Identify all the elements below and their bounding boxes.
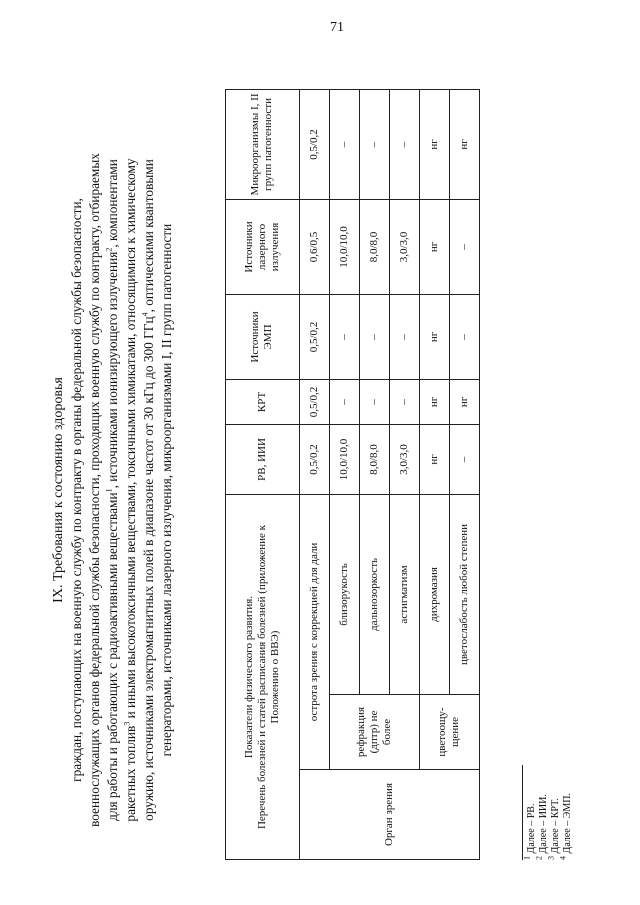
document-heading xyxy=(50,110,176,870)
value-cell: – xyxy=(359,294,389,379)
value-cell: – xyxy=(329,379,359,424)
value-cell: – xyxy=(359,89,389,199)
value-cell: – xyxy=(449,294,479,379)
table-row xyxy=(299,89,329,859)
section-title: IX. Требования к состоянию здоровья xyxy=(51,377,66,603)
footnote-item: $^1$ Далее – РВ. xyxy=(522,803,537,860)
color-vision-cell: цветоощу-щение xyxy=(419,695,479,770)
heading-line-3: для работы и работающих с радиоактивными веществами$^1$, источниками ионизирующего излучения$^2$, компонентами xyxy=(104,159,120,821)
header-laser: Источники лазерного излучения xyxy=(226,199,300,294)
value-cell: 8,0/8,0 xyxy=(359,199,389,294)
value-cell: нг xyxy=(419,379,449,424)
page-number: 71 xyxy=(330,20,344,35)
value-cell: – xyxy=(389,294,419,379)
rotated-sheet xyxy=(40,60,600,870)
value-cell: нг xyxy=(419,89,449,199)
value-cell: – xyxy=(449,424,479,494)
value-cell: 0,5/0,2 xyxy=(299,294,329,379)
heading-line-5: оружию, источниками электромагнитных полей в диапазоне частот от 30 кГц до 300 ГГц$^4$, оптическими квантовыми xyxy=(140,159,156,821)
value-cell: – xyxy=(359,379,389,424)
value-cell: нг xyxy=(419,424,449,494)
row-label: цветослабость любой степени xyxy=(449,494,479,694)
row-label: астигматизм xyxy=(389,494,419,694)
header-indicators: Показатели физического развития. Перечень болезней и статей расписания болезней (приложение к Положению о ВВЭ) xyxy=(226,494,300,859)
value-cell: 10,0/10,0 xyxy=(329,424,359,494)
heading-line-2: военнослужащих органов федеральной службы безопасности, проходящих военную службу по контракту, отбираемых xyxy=(87,153,102,827)
footnote-item: $^3$ Далее – КРТ. xyxy=(546,798,561,860)
value-cell: 0,6/0,5 xyxy=(299,199,329,294)
heading-line-4: ракетных топлив$^3$ и иными высокотоксичными веществами, токсичными химикатами, относящимися к химическому xyxy=(122,158,138,822)
organ-cell: Орган зрения xyxy=(299,770,479,860)
row-label: близорукость xyxy=(329,494,359,694)
footnotes xyxy=(522,793,574,860)
requirements-table xyxy=(225,89,480,860)
value-cell: 3,0/3,0 xyxy=(389,424,419,494)
value-cell: нг xyxy=(419,199,449,294)
value-cell: – xyxy=(389,379,419,424)
refraction-cell: рефракция (дптр) не более xyxy=(329,695,419,770)
table-header-row xyxy=(226,89,300,859)
header-krt: КРТ xyxy=(226,379,300,424)
value-cell: 0,5/0,2 xyxy=(299,379,329,424)
footnote-divider xyxy=(522,765,523,860)
value-cell: 10,0/10,0 xyxy=(329,199,359,294)
value-cell: – xyxy=(329,89,359,199)
value-cell: 8,0/8,0 xyxy=(359,424,389,494)
value-cell: нг xyxy=(449,89,479,199)
value-cell: нг xyxy=(449,379,479,424)
row-label: острота зрения с коррекцией для дали xyxy=(299,494,329,769)
header-emp: Источники ЭМП xyxy=(226,294,300,379)
footnote-item: $^4$ Далее – ЭМП. xyxy=(558,793,573,860)
value-cell: нг xyxy=(419,294,449,379)
value-cell: – xyxy=(329,294,359,379)
value-cell: 0,5/0,2 xyxy=(299,424,329,494)
footnote-item: $^2$ Далее – ИИИ. xyxy=(534,794,549,860)
value-cell: 0,5/0,2 xyxy=(299,89,329,199)
table-row xyxy=(329,89,359,859)
heading-line-1: граждан, поступающих на военную службу по контракту в органы федеральной службы безопасности, xyxy=(69,198,84,782)
header-micro: Микроорганизмы I, II групп патогенности xyxy=(226,89,300,199)
value-cell: 3,0/3,0 xyxy=(389,199,419,294)
row-label: дальнозоркость xyxy=(359,494,389,694)
value-cell: – xyxy=(449,199,479,294)
table-row xyxy=(419,89,449,859)
row-label: дихромазия xyxy=(419,494,449,694)
value-cell: – xyxy=(389,89,419,199)
header-rv-iii: РВ, ИИИ xyxy=(226,424,300,494)
heading-line-6: генераторами, источниками лазерного излучения, микроорганизмами I, II групп патогенности xyxy=(159,223,174,757)
